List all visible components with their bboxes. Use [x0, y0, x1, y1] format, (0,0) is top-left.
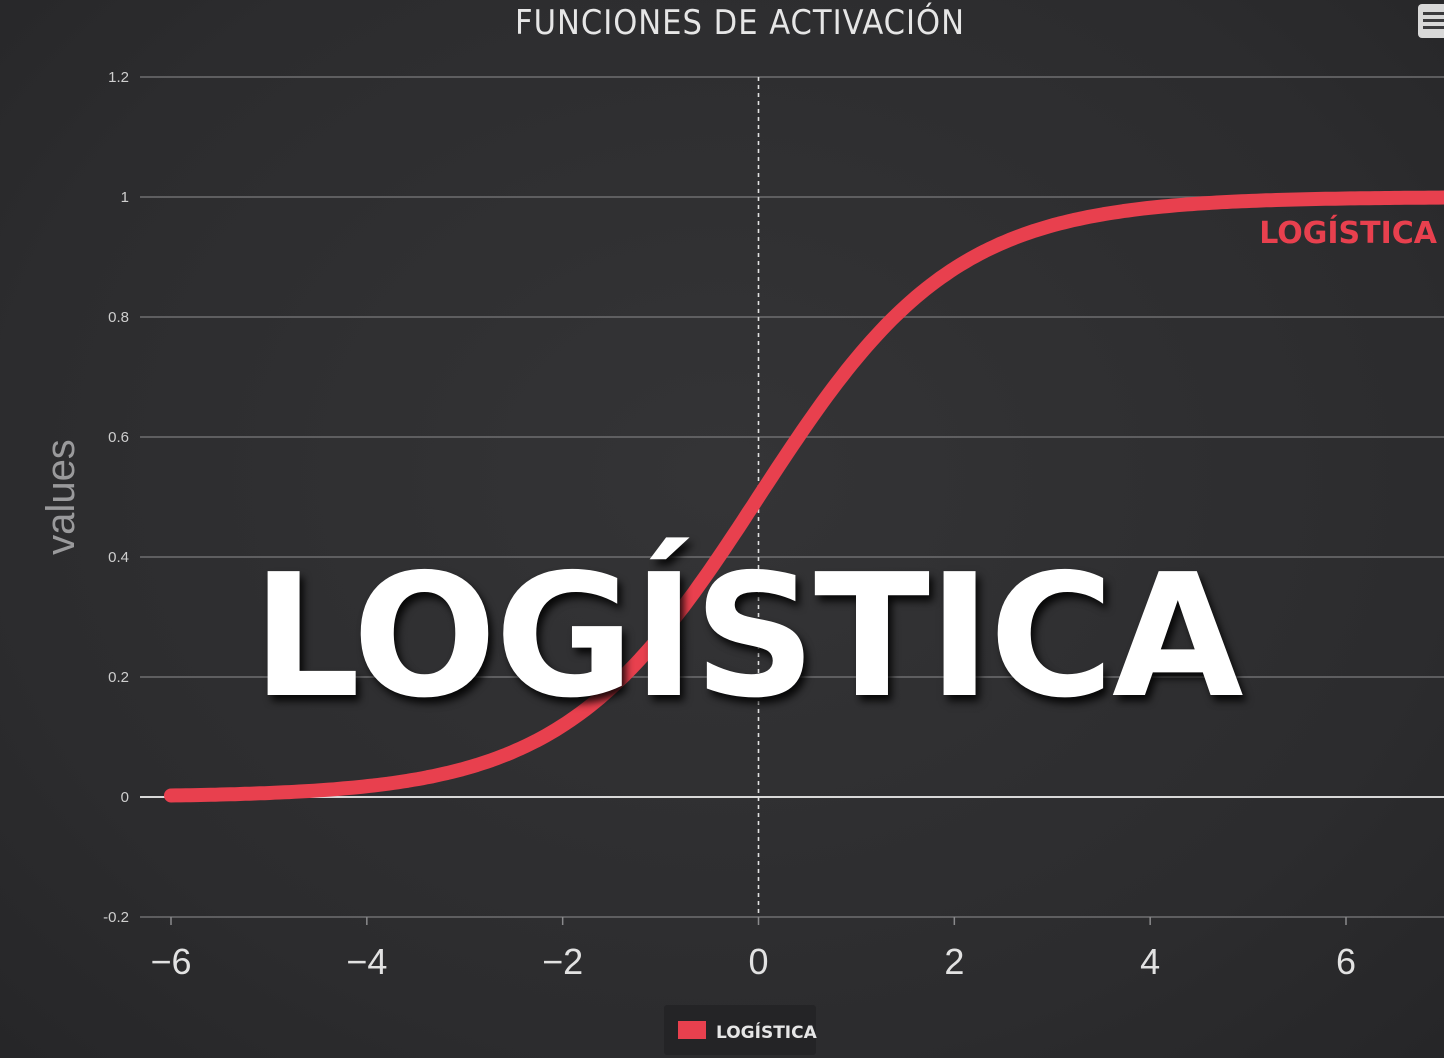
chart-title: FUNCIONES DE ACTIVACIÓN — [514, 3, 966, 43]
x-tick-labels — [150, 917, 1356, 982]
legend-entry-label: LOGÍSTICA — [716, 1023, 817, 1043]
x-tick-label: −2 — [542, 941, 584, 982]
y-tick-label: 1.2 — [108, 69, 129, 86]
x-tick-label: 6 — [1335, 941, 1357, 982]
y-tick-label: 1 — [120, 189, 129, 206]
y-tick-label: 0.8 — [108, 309, 129, 326]
legend-swatch — [678, 1021, 706, 1039]
x-tick-label: 0 — [748, 941, 769, 982]
y-tick-label: 0.2 — [108, 669, 129, 686]
y-axis-label: values — [39, 439, 83, 555]
y-tick-labels — [103, 69, 129, 926]
hamburger-menu-icon-bar — [1423, 26, 1444, 29]
chart-menu-button[interactable] — [1418, 4, 1444, 38]
overlay-caption: LOGÍSTICA — [252, 538, 1242, 736]
y-tick-label: -0.2 — [103, 909, 129, 926]
x-tick-label: 2 — [944, 941, 965, 982]
x-tick-label: 4 — [1140, 941, 1161, 982]
series-end-label: LOGÍSTICA — [1259, 216, 1437, 251]
legend[interactable] — [664, 1005, 818, 1055]
hamburger-menu-icon — [1423, 12, 1444, 15]
y-tick-label: 0.6 — [108, 429, 129, 446]
hamburger-menu-icon-bar — [1423, 19, 1444, 22]
x-tick-label: −4 — [346, 941, 388, 982]
y-tick-label: 0.4 — [108, 549, 129, 566]
y-tick-label: 0 — [120, 789, 129, 806]
x-tick-label: −6 — [150, 941, 192, 982]
